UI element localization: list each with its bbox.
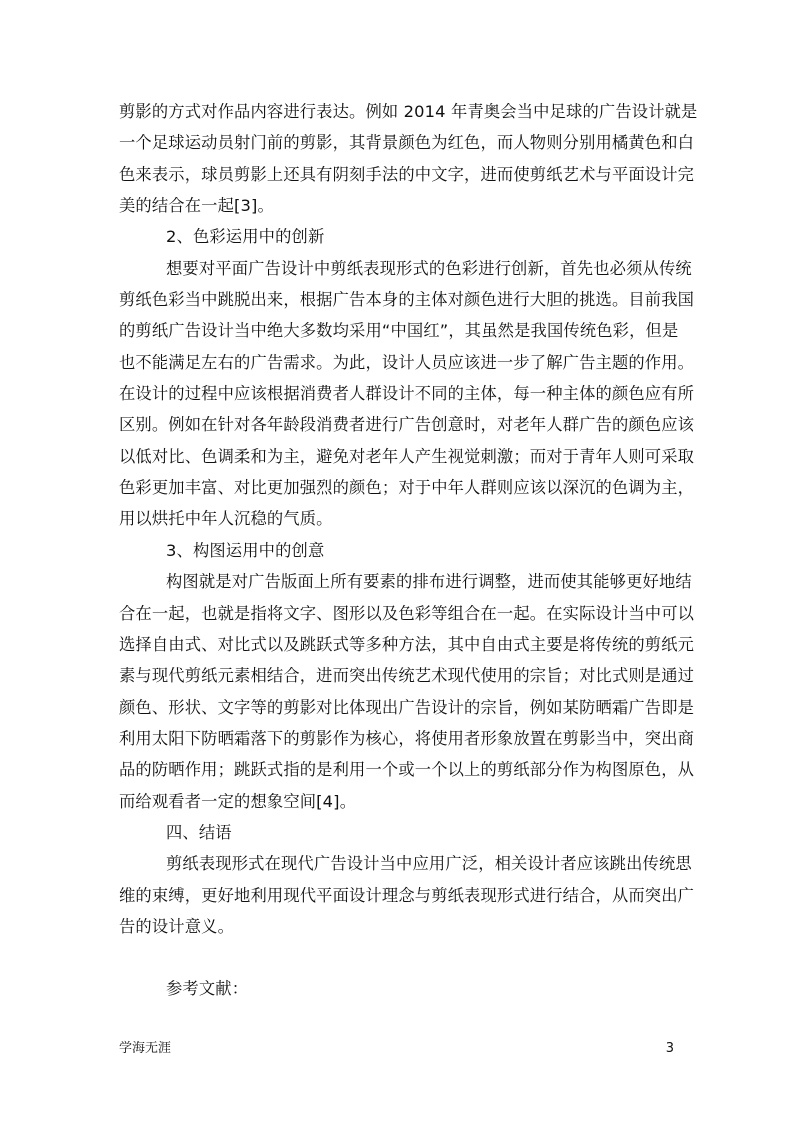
section-heading: 四、结语 bbox=[166, 822, 232, 842]
paragraph-line: 色彩更加丰富、对比更加强烈的颜色；对于中年人群则应该以深沉的色调为主， bbox=[119, 478, 695, 498]
spacer bbox=[119, 942, 679, 973]
paragraph-line: 剪纸表现形式在现代广告设计当中应用广泛，相关设计者应该跳出传统思 bbox=[166, 854, 692, 874]
paragraph-line: 素与现代剪纸元素相结合，进而突出传统艺术现代使用的宗旨；对比式则是通过 bbox=[119, 666, 695, 686]
section-heading: 2、色彩运用中的创新 bbox=[166, 227, 325, 247]
paragraph-line: 在设计的过程中应该根据消费者人群设计不同的主体，每一种主体的颜色应有所 bbox=[119, 384, 695, 404]
section-heading: 3、构图运用中的创意 bbox=[166, 540, 325, 560]
paragraph-line: 品的防晒作用；跳跃式指的是利用一个或一个以上的剪纸部分作为构图原色，从 bbox=[119, 760, 695, 780]
paragraph-line: 告的设计意义。 bbox=[119, 916, 235, 936]
paragraph-line: 以低对比、色调柔和为主，避免对老年人产生视觉刺激；而对于青年人则可采取 bbox=[119, 446, 695, 466]
paragraph-line: 色来表示，球员剪影上还具有阴刻手法的中文字，进而使剪纸艺术与平面设计完 bbox=[119, 164, 695, 184]
references-heading: 参考文献： bbox=[166, 979, 249, 999]
paragraph-line: 也不能满足左右的广告需求。为此，设计人员应该进一步了解广告主题的作用。 bbox=[119, 352, 695, 372]
paragraph-line: 剪影的方式对作品内容进行表达。例如 2014 年青奥会当中足球的广告设计就是 bbox=[119, 102, 698, 121]
paragraph-line: 用以烘托中年人沉稳的气质。 bbox=[119, 509, 333, 529]
paragraph-line: 剪纸色彩当中跳脱出来，根据广告本身的主体对颜色进行大胆的挑选。目前我国 bbox=[119, 290, 695, 310]
paragraph-line: 一个足球运动员射门前的剪影，其背景颜色为红色，而人物则分别用橘黄色和白 bbox=[119, 133, 695, 153]
paragraph-line: 而给观看者一定的想象空间[4]。 bbox=[119, 791, 357, 811]
page-number: 3 bbox=[665, 1041, 674, 1056]
paragraph-line: 美的结合在一起[3]。 bbox=[119, 196, 274, 216]
paragraph-line: 想要对平面广告设计中剪纸表现形式的色彩进行创新，首先也必须从传统 bbox=[166, 258, 692, 278]
document-body bbox=[119, 96, 698, 1005]
paragraph-line: 的剪纸广告设计当中绝大多数均采用“中国红”，其虽然是我国传统色彩，但是 bbox=[119, 321, 679, 341]
paragraph-line: 构图就是对广告版面上所有要素的排布进行调整，进而使其能够更好地结 bbox=[166, 572, 692, 592]
paragraph-line: 合在一起，也就是指将文字、图形以及色彩等组合在一起。在实际设计当中可以 bbox=[119, 603, 695, 623]
paragraph-line: 区别。例如在针对各年龄段消费者进行广告创意时，对老年人群广告的颜色应该 bbox=[119, 415, 695, 435]
footer-text: 学海无涯 bbox=[119, 1041, 172, 1056]
paragraph-line: 维的束缚，更好地利用现代平面设计理念与剪纸表现形式进行结合，从而突出广 bbox=[119, 885, 695, 905]
paragraph-line: 利用太阳下防晒霜落下的剪影作为核心，将使用者形象放置在剪影当中，突出商 bbox=[119, 728, 695, 748]
paragraph-line: 选择自由式、对比式以及跳跃式等多种方法，其中自由式主要是将传统的剪纸元 bbox=[119, 634, 695, 654]
paragraph-line: 颜色、形状、文字等的剪影对比体现出广告设计的宗旨，例如某防晒霜广告即是 bbox=[119, 697, 695, 717]
